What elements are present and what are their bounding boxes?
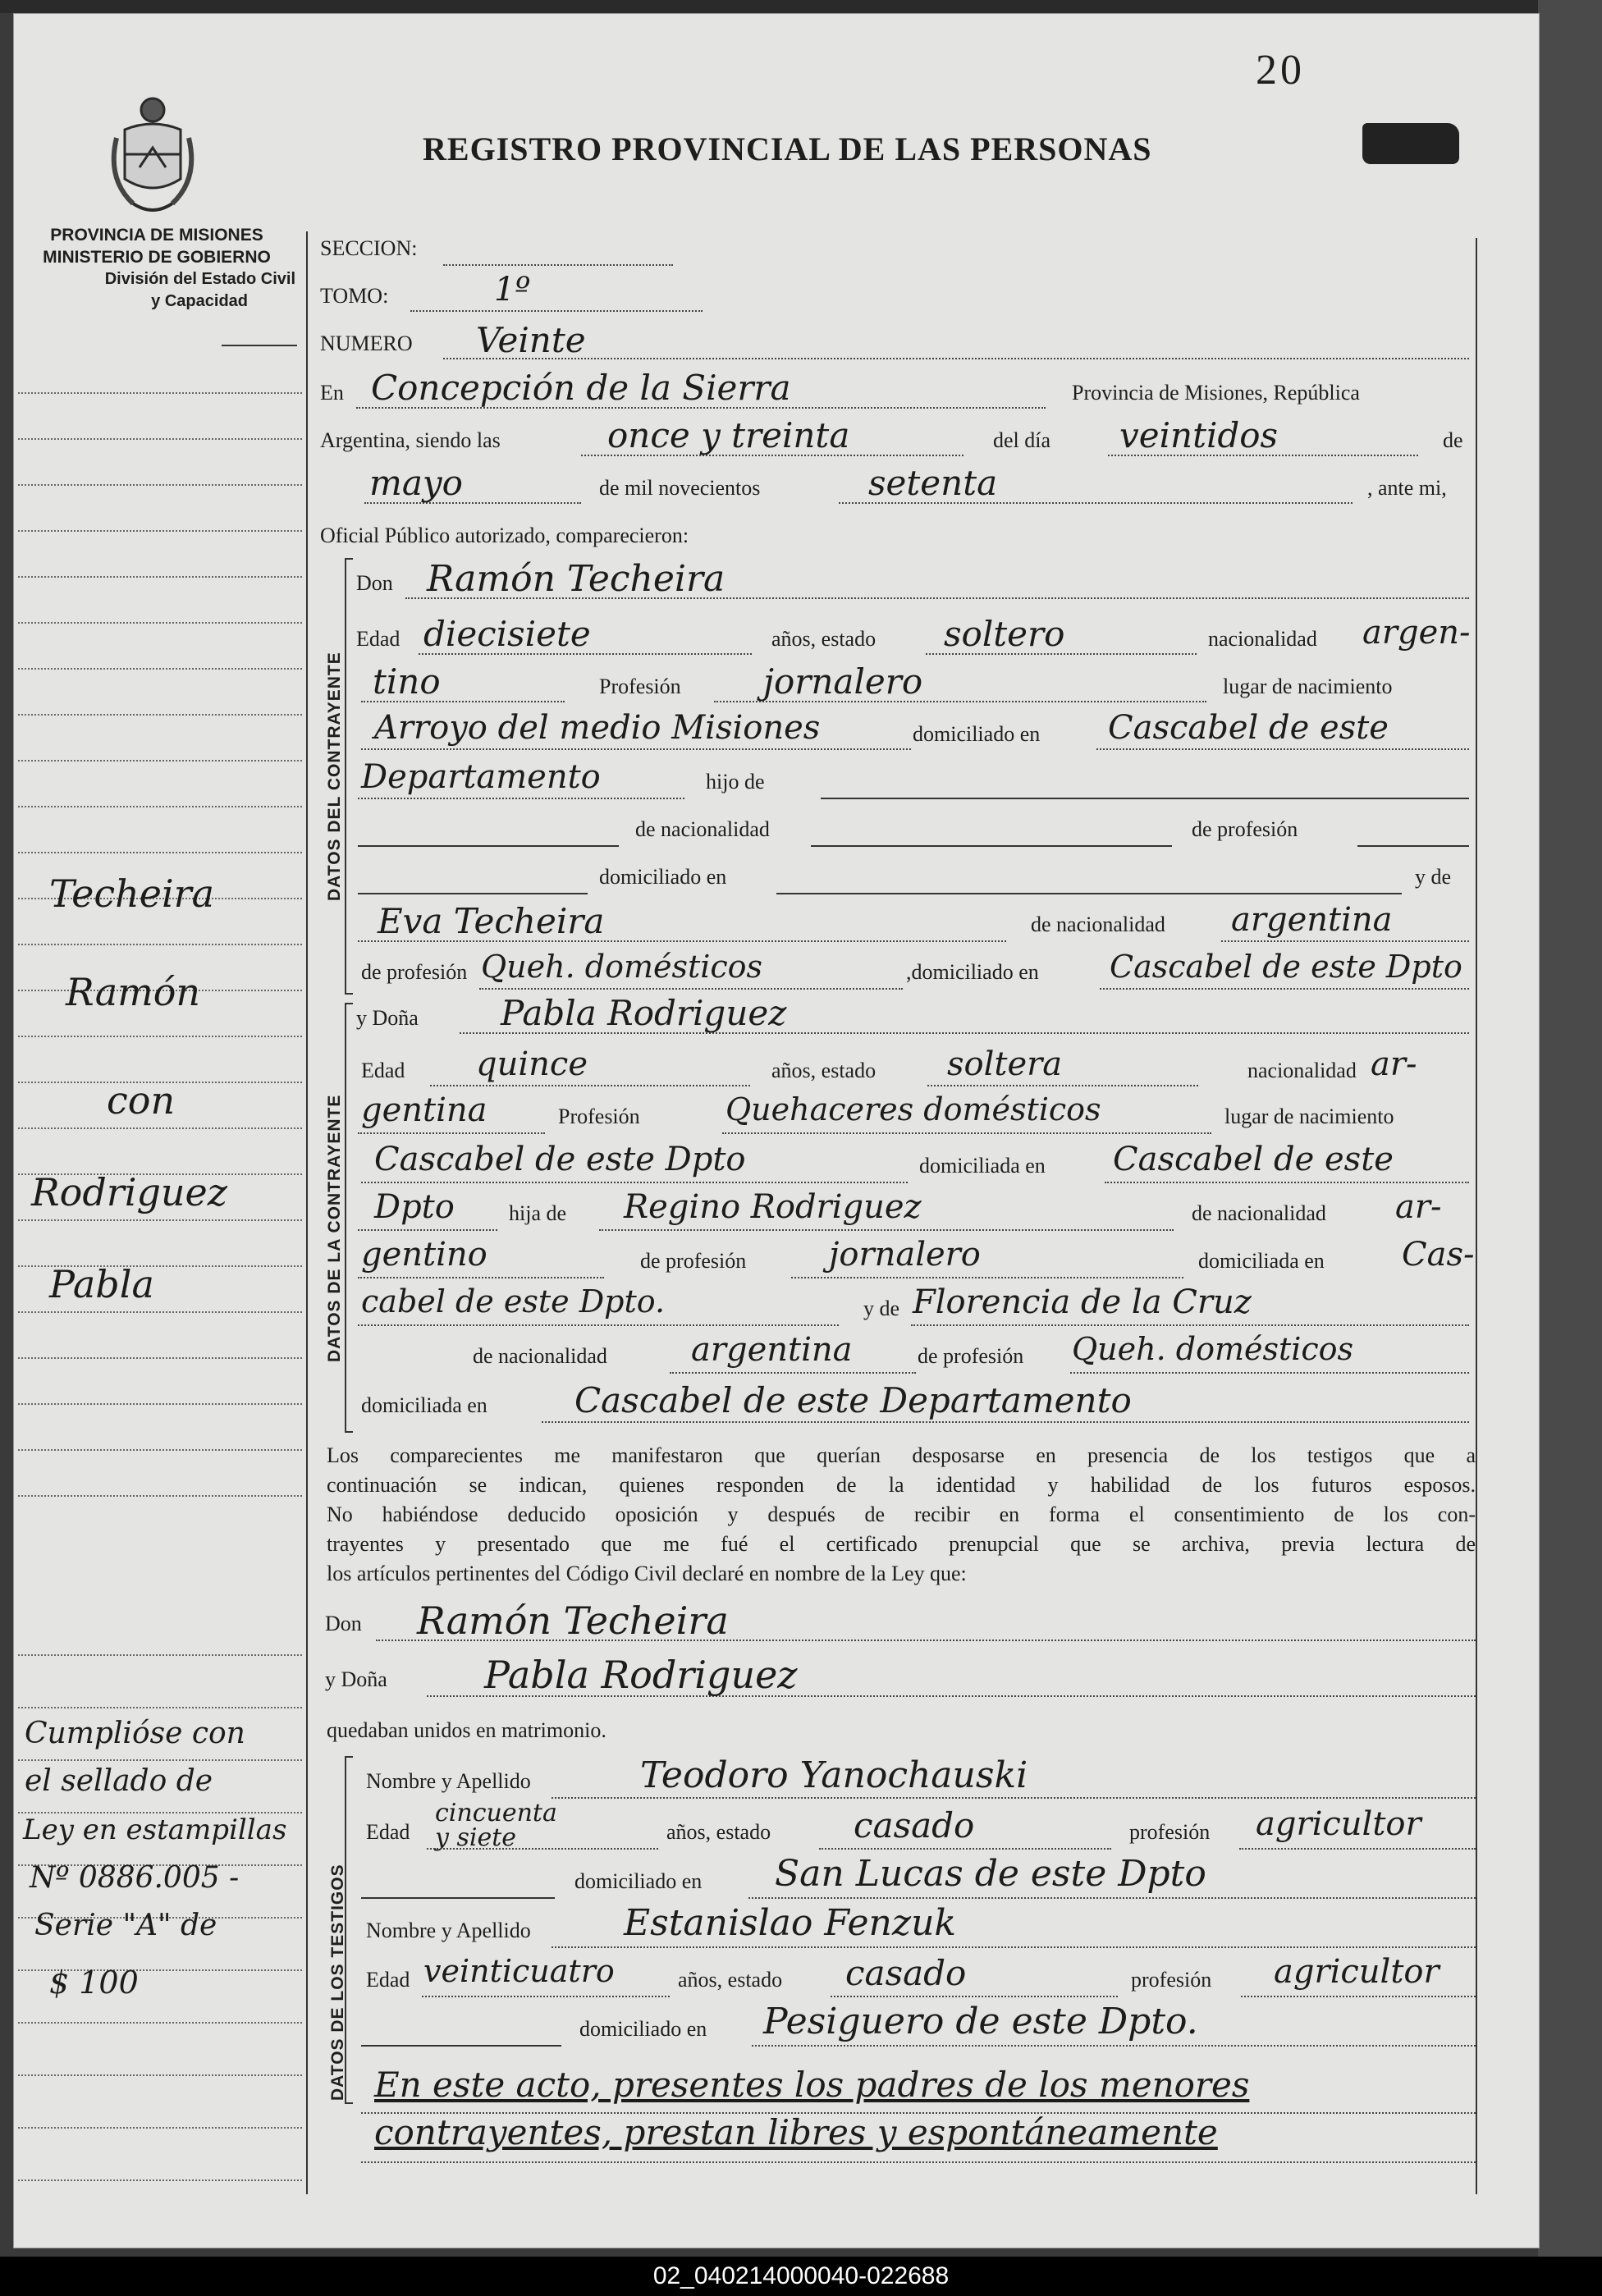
- bride-birthplace: Cascabel de este Dpto: [374, 1141, 746, 1178]
- bride-y-de-label: y de: [863, 1297, 900, 1320]
- bride-mother-dom-label: domiciliada en: [361, 1393, 487, 1417]
- bride-nac-label: nacionalidad: [1247, 1059, 1357, 1082]
- time-value: once y treinta: [607, 415, 850, 455]
- groom-father-profession-field: [1357, 824, 1469, 847]
- bride-section-bracket: [345, 1003, 353, 1433]
- w2-prof-label: profesión: [1131, 1968, 1212, 1992]
- margin-note-line: Techeira: [49, 871, 215, 916]
- tomo-value: 1º: [494, 271, 531, 309]
- declaration-line: continuación se indican, quienes responden de la identidad y habilidad de los futuros esposos.: [327, 1473, 1476, 1497]
- bride-mother-nac-label: de nacionalidad: [473, 1344, 607, 1368]
- groom-father-pre-field: [358, 824, 619, 847]
- w2-status: casado: [845, 1953, 967, 1993]
- bride-mother-prof-label: de profesión: [918, 1344, 1024, 1368]
- tomo-field: [410, 289, 703, 312]
- margin-ruling-line: [18, 438, 302, 440]
- margin-ruling-line: [18, 1495, 302, 1497]
- decl-bride-name: Pabla Rodriguez: [484, 1653, 798, 1697]
- ink-stamp: [1362, 123, 1459, 164]
- folio-number: 20: [1256, 47, 1305, 94]
- declaration-line: los artículos pertinentes del Código Civil declaré en nombre de la Ley que:: [327, 1562, 967, 1585]
- groom-mother-prof-label: de profesión: [361, 960, 468, 984]
- groom-father-pre2-field: [358, 871, 588, 894]
- stamp-note-line: Nº 0886.005 -: [30, 1861, 240, 1895]
- margin-divider: [306, 231, 308, 2194]
- bride-father-prof-label: de profesión: [640, 1249, 747, 1273]
- groom-age: diecisiete: [423, 614, 591, 654]
- month-value: mayo: [369, 463, 463, 503]
- margin-ruling-line: [18, 622, 302, 624]
- groom-dom-label: domiciliado en: [913, 722, 1041, 746]
- margin-ruling-line: [18, 2022, 302, 2024]
- groom-mother-domicile: Cascabel de este Dpto: [1110, 949, 1462, 985]
- w1-pre-domicile-field: [361, 1876, 555, 1899]
- org-ministry: MINISTERIO DE GOBIERNO: [43, 248, 271, 267]
- bride-father-name: Regino Rodriguez: [624, 1188, 922, 1226]
- groom-domicile-b: Departamento: [361, 758, 601, 796]
- bride-status: soltera: [947, 1045, 1063, 1083]
- year-label: de mil novecientos: [599, 476, 761, 500]
- w1-dom-label: domiciliado en: [574, 1869, 703, 1893]
- witness-note-line: contrayentes, prestan libres y espontáneamente: [374, 2112, 1218, 2152]
- groom-y-de-label: y de: [1415, 865, 1452, 889]
- bride-father-nac-label: de nacionalidad: [1192, 1201, 1326, 1225]
- w2-estado-label: años, estado: [678, 1968, 783, 1992]
- w1-age-b: y siete: [435, 1823, 517, 1852]
- org-province: PROVINCIA DE MISIONES: [50, 226, 263, 245]
- page-title: REGISTRO PROVINCIAL DE LAS PERSONAS: [423, 130, 1152, 167]
- w1-status: casado: [854, 1805, 975, 1845]
- file-id: 02_040214000040-022688: [652, 2262, 950, 2289]
- margin-note-line: Ramón: [66, 970, 201, 1014]
- margin-ruling-line: [18, 760, 302, 762]
- bride-mother-name: Florencia de la Cruz: [913, 1283, 1252, 1321]
- declaration-line: No habiéndose deducido oposición y después de recibir en forma el consentimiento de los con-: [327, 1502, 1476, 1526]
- groom-section-bracket: [345, 558, 353, 995]
- bride-domicile-a: Cascabel de este: [1113, 1141, 1394, 1178]
- w1-edad-label: Edad: [366, 1820, 410, 1844]
- bride-profession: Quehaceres domésticos: [725, 1091, 1101, 1127]
- decl-closing: quedaban unidos en matrimonio.: [327, 1718, 606, 1742]
- bride-nationality-b: gentina: [361, 1091, 487, 1129]
- seccion-field: [443, 243, 673, 266]
- stamp-note-line: el sellado de: [25, 1764, 213, 1798]
- groom-nac-label: nacionalidad: [1208, 627, 1317, 651]
- margin-ruling-line: [18, 1449, 302, 1451]
- w1-estado-label: años, estado: [666, 1820, 771, 1844]
- w1-age-field: [427, 1827, 658, 1850]
- bride-nationality-field: [358, 1111, 545, 1134]
- bride-estado-label: años, estado: [771, 1059, 877, 1082]
- w1-name: Teodoro Yanochauski: [640, 1754, 1028, 1796]
- bride-father-nationality-a: ar-: [1395, 1188, 1442, 1226]
- w1-prof-label: profesión: [1129, 1820, 1211, 1844]
- en-label: En: [320, 381, 344, 405]
- bride-lugar-label: lugar de nacimiento: [1224, 1105, 1394, 1128]
- del-dia-label: del día: [993, 428, 1051, 452]
- bride-mother-profession: Queh. domésticos: [1072, 1331, 1354, 1367]
- groom-father-nationality-field: [811, 824, 1172, 847]
- margin-ruling-line: [18, 1707, 302, 1708]
- groom-nationality-a: argen-: [1362, 614, 1471, 652]
- margin-ruling-line: [18, 576, 302, 578]
- decl-groom-name: Ramón Techeira: [417, 1599, 729, 1643]
- groom-domicile-a: Cascabel de este: [1108, 709, 1389, 747]
- bride-father-dom-label: domiciliada en: [1198, 1249, 1325, 1273]
- bride-father-profession: jornalero: [829, 1236, 981, 1274]
- margin-ruling-line: [18, 668, 302, 670]
- ante-label: , ante mi,: [1367, 476, 1447, 500]
- binding-edge-right: [1538, 0, 1602, 2257]
- bride-age: quince: [476, 1045, 588, 1083]
- right-border: [1476, 238, 1477, 2194]
- org-division: División del Estado Civil: [104, 270, 295, 288]
- margin-ruling-line: [18, 806, 302, 807]
- groom-father-dom-label: domiciliado en: [599, 865, 727, 889]
- margin-ruling-line: [18, 714, 302, 716]
- margin-ruling-line: [18, 1759, 302, 1761]
- w1-nombre-label: Nombre y Apellido: [366, 1769, 531, 1793]
- w2-edad-label: Edad: [366, 1968, 410, 1992]
- w2-dom-label: domiciliado en: [579, 2017, 707, 2041]
- margin-ruling-line: [18, 530, 302, 532]
- bride-section-label: DATOS DE LA CONTRAYENTE: [325, 1094, 344, 1362]
- groom-profession: jornalero: [763, 661, 923, 702]
- margin-ruling-line: [18, 2074, 302, 2076]
- margin-ruling-line: [18, 1036, 302, 1037]
- groom-father-prof-label: de profesión: [1192, 817, 1298, 841]
- stamp-note-line: Cumplióse con: [25, 1717, 245, 1750]
- witness-note-line: En este acto, presentes los padres de los menores: [374, 2065, 1250, 2105]
- bride-father-domicile-a: Cas-: [1402, 1236, 1475, 1274]
- groom-don-label: Don: [356, 571, 393, 595]
- stamp-note-line: Serie "A" de: [34, 1909, 217, 1942]
- organization-block: [16, 224, 297, 313]
- w2-nombre-label: Nombre y Apellido: [366, 1919, 531, 1942]
- w1-profession: agricultor: [1256, 1805, 1421, 1843]
- margin-note-line: Pabla: [49, 1262, 154, 1306]
- org-capacity: y Capacidad: [151, 292, 248, 310]
- groom-father-nac-label: de nacionalidad: [635, 817, 770, 841]
- bride-hija-label: hija de: [509, 1201, 567, 1225]
- de-label: de: [1443, 428, 1463, 452]
- groom-mother-profession: Queh. domésticos: [481, 949, 763, 985]
- groom-prof-label: Profesión: [599, 675, 681, 698]
- bride-father-nationality-b: gentino: [361, 1236, 487, 1274]
- numero-label: NUMERO: [320, 332, 413, 355]
- groom-edad-label: Edad: [356, 627, 400, 651]
- year-value: setenta: [868, 463, 998, 503]
- w2-pre-domicile-field: [361, 2024, 561, 2047]
- w1-age-a: cincuenta: [435, 1799, 557, 1827]
- w2-age: veinticuatro: [423, 1953, 615, 1989]
- numero-field: [443, 336, 1469, 359]
- bride-mother-nationality: argentina: [691, 1331, 853, 1369]
- groom-father-name-field: [821, 776, 1469, 799]
- margin-note-line: Rodriguez: [31, 1170, 228, 1214]
- bride-father-nationality-field: [358, 1255, 604, 1278]
- margin-note-line: con: [107, 1078, 176, 1123]
- decl-dona-label: y Doña: [325, 1667, 387, 1691]
- groom-estado-label: años, estado: [771, 627, 877, 651]
- binding-edge-top: [0, 0, 1602, 13]
- groom-lugar-label: lugar de nacimiento: [1223, 675, 1393, 698]
- margin-ruling-line: [18, 1127, 302, 1129]
- margin-ruling-line: [18, 2127, 302, 2129]
- declaration-paragraph: [327, 1441, 1476, 1589]
- argentina-label: Argentina, siendo las: [320, 428, 501, 452]
- groom-name: Ramón Techeira: [427, 558, 725, 600]
- bride-domicile-b-field: [358, 1208, 497, 1231]
- groom-nationality-field: [361, 679, 565, 702]
- margin-ruling-line: [18, 1311, 302, 1313]
- bride-father-domicile-field: [358, 1303, 839, 1326]
- bride-prof-label: Profesión: [558, 1105, 640, 1128]
- seccion-label: SECCION:: [320, 236, 418, 260]
- bride-name: Pabla Rodriguez: [501, 993, 787, 1033]
- w2-name: Estanislao Fenzuk: [624, 1902, 957, 1944]
- oficial-text: Oficial Público autorizado, comparecieron:: [320, 524, 689, 547]
- margin-ruling-line: [18, 1357, 302, 1359]
- groom-domicile-b-field: [358, 776, 684, 799]
- bride-mother-domicile: Cascabel de este Departamento: [574, 1380, 1132, 1420]
- w1-domicile: San Lucas de este Dpto: [775, 1853, 1206, 1895]
- w2-profession: agricultor: [1274, 1953, 1440, 1991]
- margin-ruling-line: [18, 852, 302, 853]
- groom-section-label: DATOS DEL CONTRAYENTE: [325, 652, 344, 901]
- org-underline: [222, 345, 297, 346]
- tomo-label: TOMO:: [320, 284, 389, 308]
- bride-domicile-b: Dpto: [374, 1188, 455, 1226]
- witness-section-label: DATOS DE LOS TESTIGOS: [328, 1864, 347, 2101]
- place-suffix: Provincia de Misiones, República: [1072, 381, 1360, 405]
- stamp-note-line: Ley en estampillas: [23, 1813, 287, 1846]
- declaration-line: Los comparecientes me manifestaron que querían desposarse en presencia de los testigos que a: [327, 1443, 1476, 1467]
- bride-father-domicile-b: cabel de este Dpto.: [361, 1283, 666, 1320]
- groom-mother-nac-label: de nacionalidad: [1031, 912, 1165, 936]
- groom-status: soltero: [944, 614, 1065, 654]
- groom-mother-nationality: argentina: [1231, 901, 1393, 939]
- margin-ruling-line: [18, 944, 302, 945]
- groom-hijo-label: hijo de: [706, 770, 765, 794]
- margin-ruling-line: [18, 484, 302, 486]
- groom-mother-name: Eva Techeira: [378, 901, 605, 941]
- margin-ruling-line: [18, 1654, 302, 1656]
- argentina-coat-of-arms-icon: [100, 89, 205, 220]
- margin-ruling-line: [18, 2179, 302, 2181]
- groom-mother-dom-label: ,domiciliado en: [906, 960, 1039, 984]
- groom-father-domicile-field: [776, 871, 1402, 894]
- w2-domicile: Pesiguero de este Dpto.: [763, 2001, 1198, 2042]
- margin-ruling-line: [18, 1403, 302, 1405]
- decl-don-label: Don: [325, 1612, 362, 1635]
- place-value: Concepción de la Sierra: [371, 368, 791, 408]
- groom-birthplace: Arroyo del medio Misiones: [374, 709, 821, 747]
- margin-ruling-line: [18, 1219, 302, 1221]
- bride-dona-label: y Doña: [356, 1006, 419, 1030]
- bride-nationality-a: ar-: [1371, 1045, 1417, 1083]
- stamp-note-line: $ 100: [49, 1964, 139, 2001]
- bride-edad-label: Edad: [361, 1059, 405, 1082]
- day-value: veintidos: [1119, 415, 1279, 455]
- margin-ruling-line: [18, 392, 302, 394]
- bride-dom-label: domiciliada en: [919, 1154, 1046, 1178]
- declaration-line: trayentes y presentado que me fué el certificado prenupcial que se archiva, previa lectura de: [327, 1532, 1476, 1556]
- groom-nationality-b: tino: [373, 661, 441, 702]
- numero-value: Veinte: [476, 320, 586, 360]
